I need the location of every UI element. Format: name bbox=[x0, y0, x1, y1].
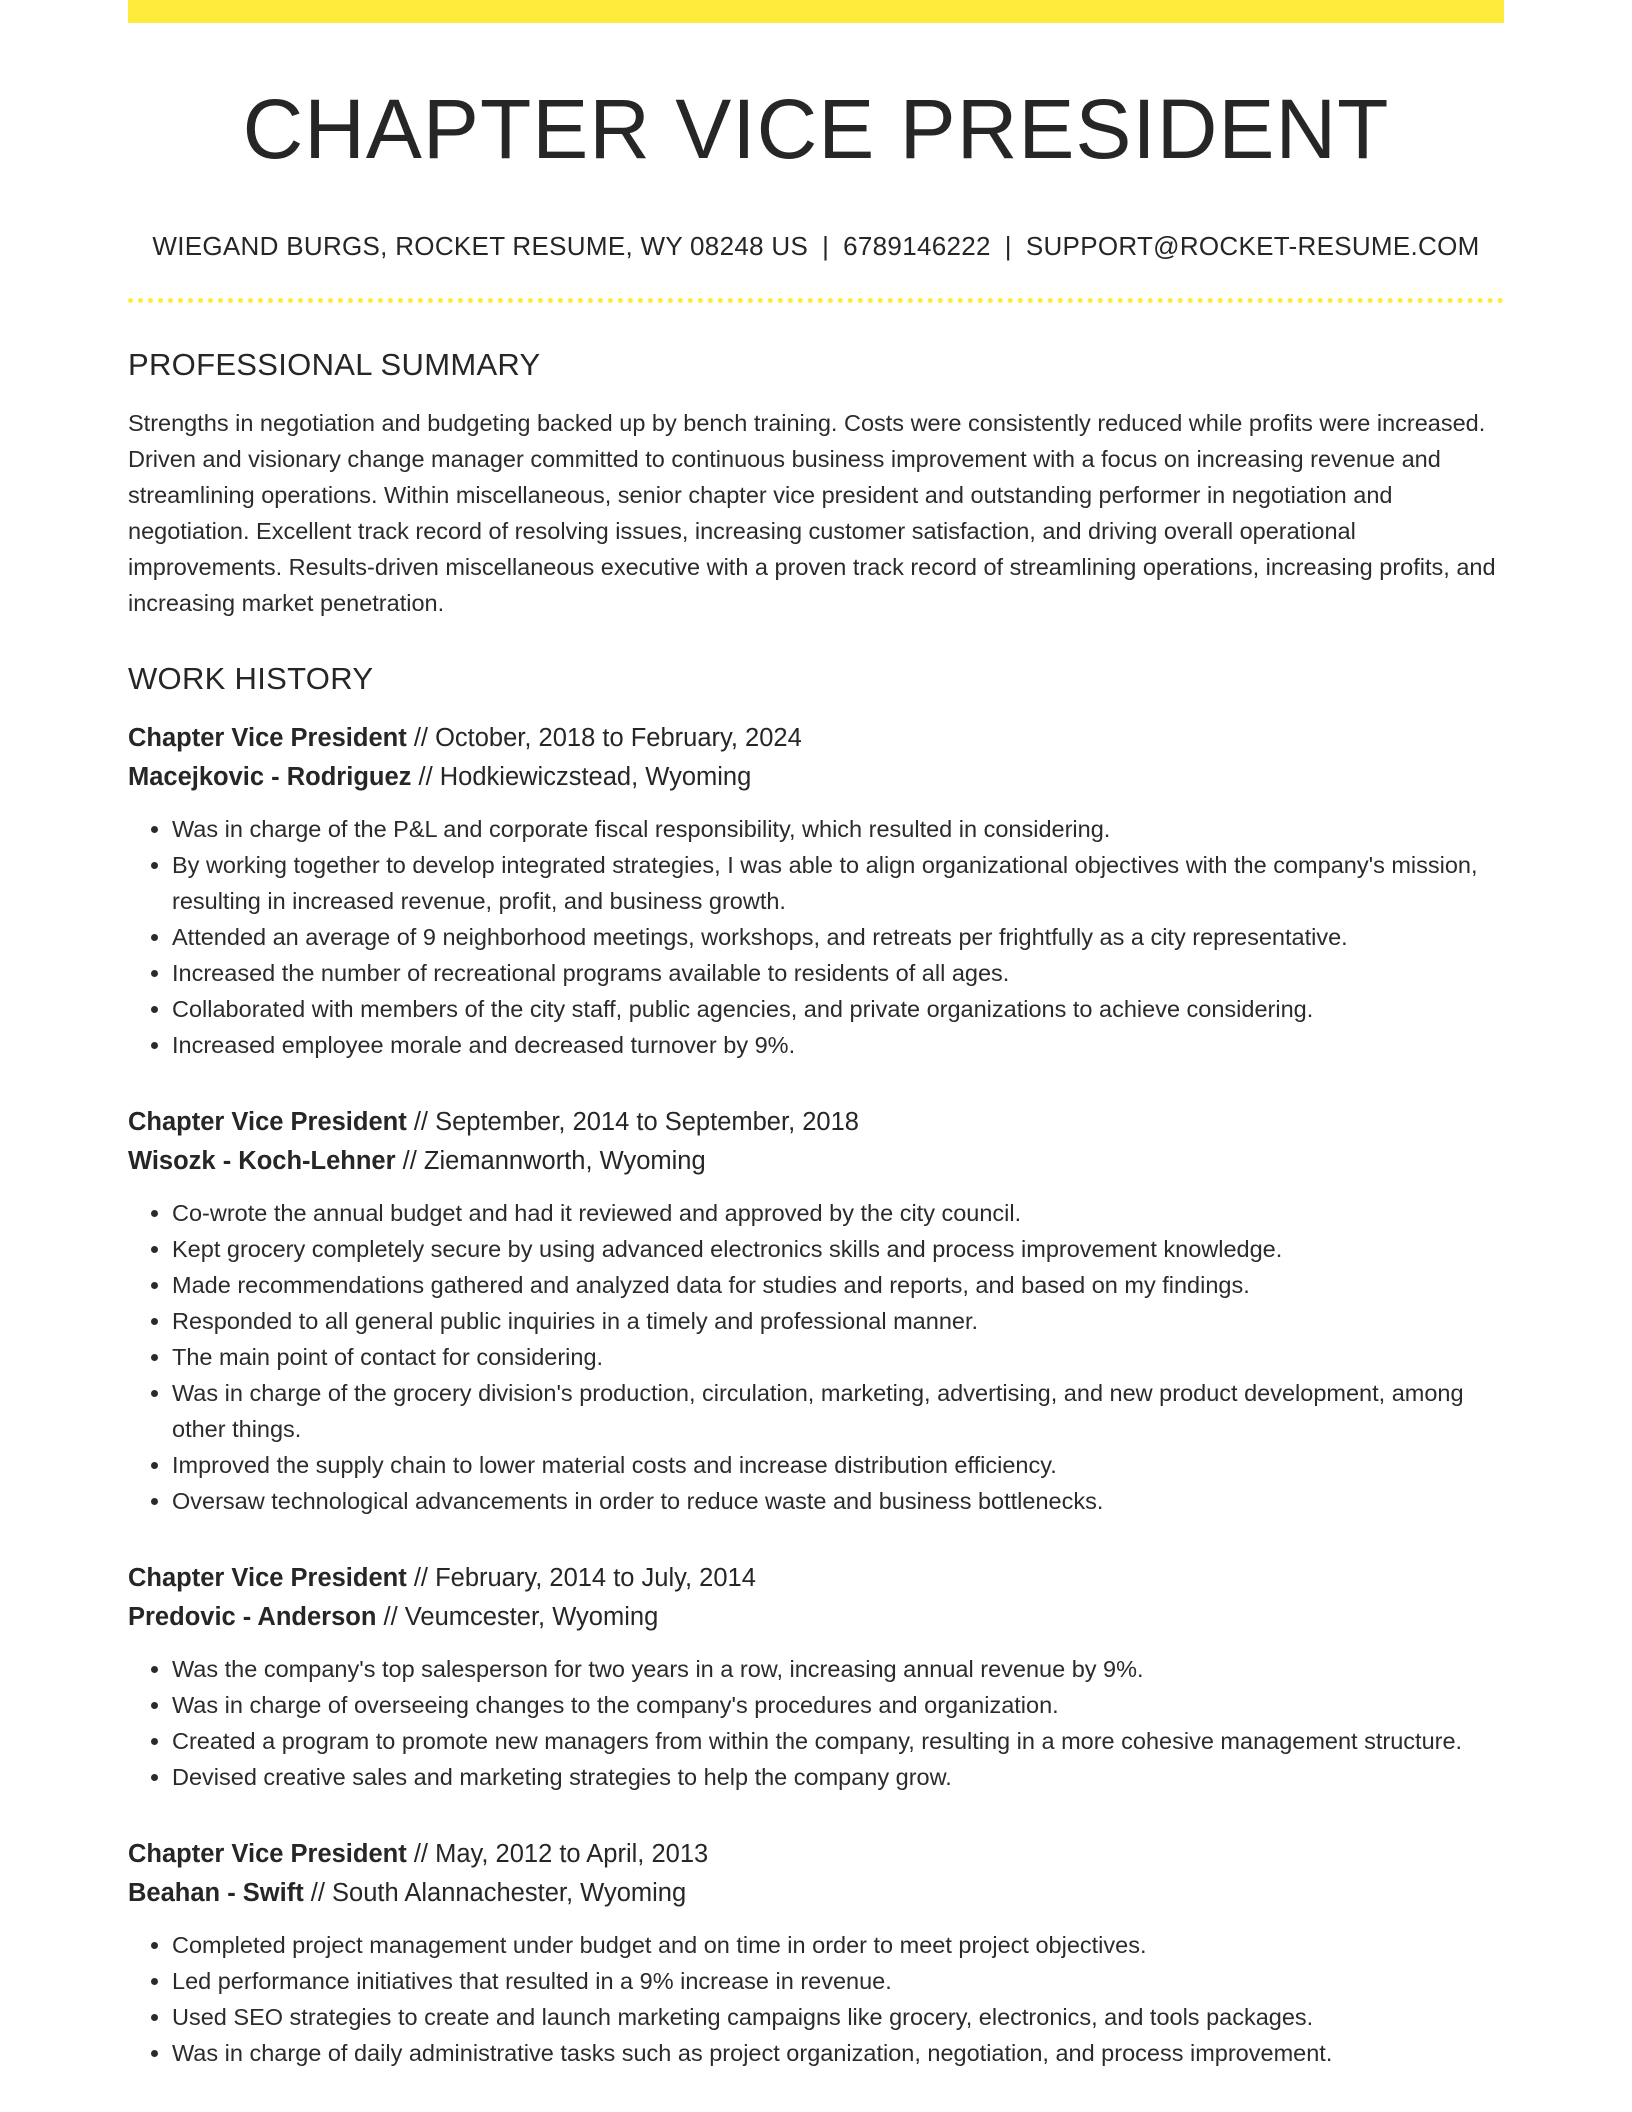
job-company: Macejkovic - Rodriguez bbox=[128, 763, 412, 792]
candidate-name: CHAPTER VICE PRESIDENT bbox=[242, 82, 1390, 176]
job-bullet: • Responded to all general public inquiries in a timely and professional manner. bbox=[172, 1303, 1504, 1339]
job-bullet: • Attended an average of 9 neighborhood meetings, workshops, and retreats per frightfully as a city representative. bbox=[172, 919, 1504, 955]
job-entry bbox=[128, 1103, 1504, 1519]
summary-text: Strengths in negotiation and budgeting backed up by bench training. Costs were consistently reduced while profits were increased. Driven and visionary change manager committed to continuous business improvement with a focus on increasing revenue and streamlining operations. Within miscellaneous, senior chapter vice president and outstanding performer in negotiation and negotiation. Excellent track record of resolving issues, increasing customer satisfaction, and driving overall operational improvements. Results-driven miscellaneous executive with a proven track record of streamlining operations, increasing profits, and increasing market penetration. bbox=[128, 410, 1496, 617]
job-bullets bbox=[128, 811, 1504, 1063]
job-dates: // May, 2012 to April, 2013 bbox=[406, 1840, 709, 1869]
job-bullet: • Was the company's top salesperson for two years in a row, increasing annual revenue by 9%. bbox=[172, 1651, 1504, 1687]
job-bullet: • Led performance initiatives that resulted in a 9% increase in revenue. bbox=[172, 1963, 1504, 1999]
job-bullet: • Devised creative sales and marketing strategies to help the company grow. bbox=[172, 1759, 1504, 1795]
job-bullet: • Made recommendations gathered and analyzed data for studies and reports, and based on my findings. bbox=[172, 1267, 1504, 1303]
contact-line bbox=[128, 231, 1504, 262]
job-bullet: • Increased the number of recreational programs available to residents of all ages. bbox=[172, 955, 1504, 991]
job-title-line bbox=[128, 1835, 1504, 1874]
job-location: // Veumcester, Wyoming bbox=[376, 1603, 659, 1632]
jobs-list bbox=[128, 719, 1504, 2071]
job-company: Beahan - Swift bbox=[128, 1879, 304, 1908]
summary-heading: PROFESSIONAL SUMMARY bbox=[128, 347, 541, 383]
job-bullet: • Co-wrote the annual budget and had it reviewed and approved by the city council. bbox=[172, 1195, 1504, 1231]
job-dates: // September, 2014 to September, 2018 bbox=[406, 1108, 859, 1137]
job-company-line bbox=[128, 1874, 1504, 1913]
contact-email: SUPPORT@ROCKET-RESUME.COM bbox=[1025, 231, 1480, 262]
job-bullet: • Collaborated with members of the city staff, public agencies, and private organizations to achieve considering. bbox=[172, 991, 1504, 1027]
job-company-line bbox=[128, 1142, 1504, 1181]
job-bullets bbox=[128, 1651, 1504, 1795]
job-entry bbox=[128, 719, 1504, 1063]
job-bullets bbox=[128, 1927, 1504, 2071]
job-location: // Ziemannworth, Wyoming bbox=[395, 1147, 706, 1176]
job-position: Chapter Vice President bbox=[128, 1564, 407, 1593]
job-dates: // October, 2018 to February, 2024 bbox=[406, 724, 802, 753]
contact-address: WIEGAND BURGS, ROCKET RESUME, WY 08248 US bbox=[152, 231, 809, 262]
job-position: Chapter Vice President bbox=[128, 1840, 407, 1869]
job-bullet: • Completed project management under budget and on time in order to meet project objectives. bbox=[172, 1927, 1504, 1963]
job-bullet: • Kept grocery completely secure by using advanced electronics skills and process improvement knowledge. bbox=[172, 1231, 1504, 1267]
contact-phone: 6789146222 bbox=[843, 231, 991, 262]
job-company: Wisozk - Koch-Lehner bbox=[128, 1147, 396, 1176]
work-history-heading: WORK HISTORY bbox=[128, 661, 374, 697]
job-title-line bbox=[128, 1559, 1504, 1598]
job-position: Chapter Vice President bbox=[128, 724, 407, 753]
job-bullet: • By working together to develop integrated strategies, I was able to align organizational objectives with the company's mission, resulting in increased revenue, profit, and business growth. bbox=[172, 847, 1504, 919]
job-company: Predovic - Anderson bbox=[128, 1603, 377, 1632]
job-dates: // February, 2014 to July, 2014 bbox=[406, 1564, 756, 1593]
accent-top-bar bbox=[128, 0, 1504, 23]
job-bullet: • Created a program to promote new managers from within the company, resulting in a more cohesive management structure. bbox=[172, 1723, 1504, 1759]
job-location: // Hodkiewiczstead, Wyoming bbox=[411, 763, 752, 792]
job-bullets bbox=[128, 1195, 1504, 1519]
dotted-divider bbox=[128, 298, 1504, 303]
job-entry bbox=[128, 1559, 1504, 1795]
job-bullet: • Increased employee morale and decreased turnover by 9%. bbox=[172, 1027, 1504, 1063]
job-bullet: • Used SEO strategies to create and launch marketing campaigns like grocery, electronics, and tools packages. bbox=[172, 1999, 1504, 2035]
job-location: // South Alannachester, Wyoming bbox=[303, 1879, 687, 1908]
job-entry bbox=[128, 1835, 1504, 2071]
job-position: Chapter Vice President bbox=[128, 1108, 407, 1137]
job-bullet: • Improved the supply chain to lower material costs and increase distribution efficiency. bbox=[172, 1447, 1504, 1483]
job-bullet: • Was in charge of the grocery division's production, circulation, marketing, advertising, and new product development, among other things. bbox=[172, 1375, 1504, 1447]
job-bullet: • Was in charge of overseeing changes to the company's procedures and organization. bbox=[172, 1687, 1504, 1723]
resume-page bbox=[128, 0, 1504, 2071]
job-company-line bbox=[128, 1598, 1504, 1637]
job-bullet: • The main point of contact for considering. bbox=[172, 1339, 1504, 1375]
job-bullet: • Was in charge of the P&L and corporate fiscal responsibility, which resulted in considering. bbox=[172, 811, 1504, 847]
contact-separator: | bbox=[822, 231, 830, 262]
job-company-line bbox=[128, 758, 1504, 797]
job-title-line bbox=[128, 719, 1504, 758]
contact-separator: | bbox=[1004, 231, 1012, 262]
job-bullet: • Was in charge of daily administrative tasks such as project organization, negotiation, and process improvement. bbox=[172, 2035, 1504, 2071]
job-title-line bbox=[128, 1103, 1504, 1142]
job-bullet: • Oversaw technological advancements in order to reduce waste and business bottlenecks. bbox=[172, 1483, 1504, 1519]
